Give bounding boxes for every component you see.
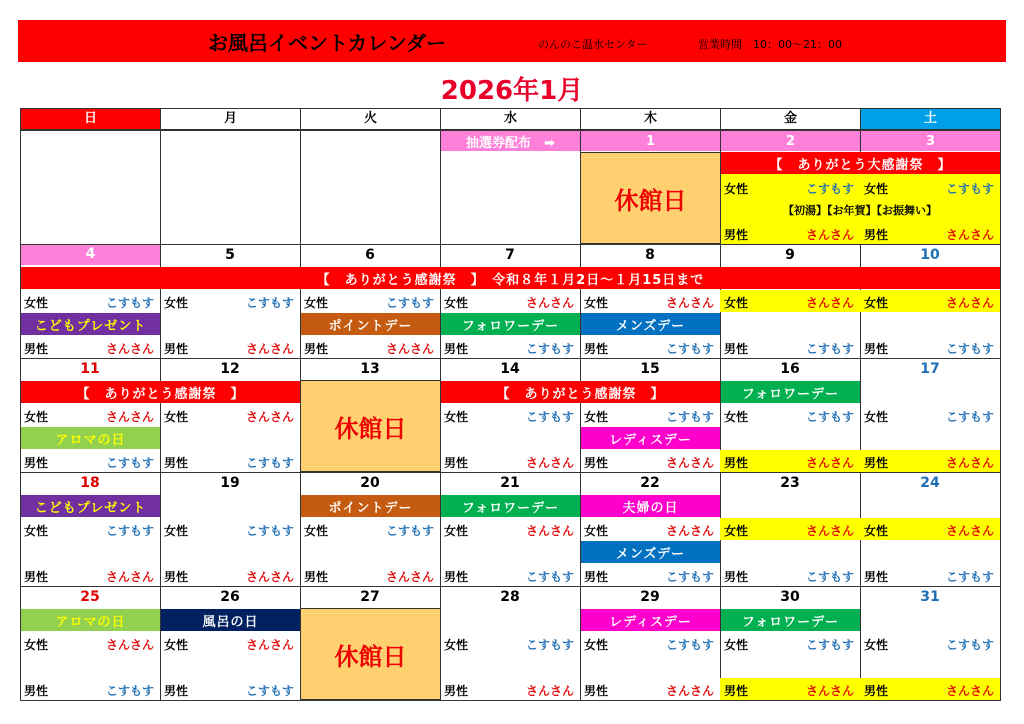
day-number: 13: [360, 361, 380, 377]
event-5: フォロワーデー: [721, 609, 860, 631]
day-cell: [20, 130, 161, 245]
bath-name: さんさん: [105, 638, 154, 652]
gender-label: 女性: [724, 524, 749, 538]
bath-name: こすもす: [805, 570, 854, 584]
gender-label: 男性: [864, 456, 889, 470]
bath-name: さんさん: [805, 296, 854, 310]
gender-label: 女性: [24, 524, 49, 538]
gender-label: 女性: [724, 182, 749, 196]
gender-label: 男性: [304, 342, 329, 356]
day-number: 26: [220, 589, 240, 605]
day-number: 30: [780, 589, 800, 605]
gender-label: 女性: [164, 410, 189, 424]
weekday-4: 木: [580, 108, 721, 130]
bath-name: さんさん: [245, 410, 294, 424]
bath-name: こすもす: [245, 296, 294, 310]
gender-label: 男性: [24, 342, 49, 356]
event-3: フォロワーデー: [441, 313, 580, 335]
gender-label: 女性: [584, 296, 609, 310]
bath-name: こすもす: [245, 684, 294, 698]
bath-name: こすもす: [525, 570, 574, 584]
bath-name: こすもす: [805, 410, 854, 424]
female-row: [860, 632, 1000, 654]
weekday-2: 火: [300, 108, 441, 130]
bath-name: こすもす: [665, 570, 714, 584]
event-4: レディスデー: [581, 427, 720, 449]
female-row: [160, 404, 300, 426]
female-row: [860, 290, 1000, 312]
header-bar: [18, 20, 1006, 62]
gender-label: 女性: [724, 638, 749, 652]
weekday-5: 金: [720, 108, 861, 130]
gender-label: 女性: [584, 524, 609, 538]
day-number: 6: [365, 247, 375, 263]
day-number: 27: [360, 589, 380, 605]
gender-label: 女性: [304, 524, 329, 538]
male-row: [720, 450, 860, 472]
bath-name: さんさん: [665, 456, 714, 470]
female-row: [860, 404, 1000, 426]
bath-name: こすもす: [945, 182, 994, 196]
male-row: [440, 564, 580, 586]
gender-label: 男性: [584, 684, 609, 698]
female-row: [20, 632, 160, 654]
gender-label: 男性: [24, 570, 49, 584]
day-number: 11: [80, 361, 100, 377]
day-number: 12: [220, 361, 240, 377]
day-number: 21: [500, 475, 520, 491]
day-number: 29: [640, 589, 660, 605]
female-row: [580, 404, 720, 426]
female-row: [440, 632, 580, 654]
event-4: メンズデー: [581, 313, 720, 335]
event-3: フォロワーデー: [441, 495, 580, 517]
day-number: 17: [920, 361, 940, 377]
event-0: こどもプレゼント: [21, 313, 160, 335]
weekday-1: 月: [160, 108, 301, 130]
page-title: お風呂イベントカレンダー: [208, 31, 447, 55]
gender-label: 男性: [864, 684, 889, 698]
bath-name: こすもす: [105, 296, 154, 310]
bath-name: さんさん: [665, 524, 714, 538]
bath-name: こすもす: [105, 684, 154, 698]
bath-name: さんさん: [805, 228, 854, 242]
gender-label: 女性: [24, 296, 49, 310]
male-row: [860, 336, 1000, 358]
female-row: [720, 404, 860, 426]
male-row: [160, 450, 300, 472]
female-row: [20, 404, 160, 426]
bath-name: さんさん: [525, 684, 574, 698]
day-number: 24: [920, 475, 940, 491]
gender-label: 女性: [864, 410, 889, 424]
calendar-grid: [20, 108, 1000, 700]
male-row: [580, 678, 720, 700]
female-row: [580, 290, 720, 312]
bath-name: こすもす: [945, 410, 994, 424]
male-row: [440, 678, 580, 700]
gender-label: 女性: [164, 296, 189, 310]
gender-label: 男性: [164, 684, 189, 698]
event-4: メンズデー: [581, 541, 720, 563]
gender-label: 男性: [444, 456, 469, 470]
bath-name: こすもす: [525, 342, 574, 356]
male-row: [440, 450, 580, 472]
day-number: 15: [640, 361, 660, 377]
weekday-3: 水: [440, 108, 581, 130]
male-row: [20, 678, 160, 700]
female-row: [20, 290, 160, 312]
male-row: [440, 336, 580, 358]
gender-label: 男性: [304, 570, 329, 584]
male-row: [160, 336, 300, 358]
male-row: [160, 564, 300, 586]
bath-name: さんさん: [105, 570, 154, 584]
gender-label: 男性: [444, 684, 469, 698]
gender-label: 女性: [864, 182, 889, 196]
bath-name: こすもす: [525, 638, 574, 652]
gender-label: 女性: [24, 410, 49, 424]
event-5: フォロワーデー: [721, 381, 860, 403]
gender-label: 男性: [584, 570, 609, 584]
bath-name: さんさん: [245, 342, 294, 356]
bath-name: さんさん: [805, 524, 854, 538]
female-row: [300, 518, 440, 540]
male-row: [720, 336, 860, 358]
bath-name: さんさん: [525, 456, 574, 470]
thanks-band: 【 ありがとう大感謝祭 】: [721, 152, 1000, 174]
bath-name: こすもす: [805, 638, 854, 652]
gender-label: 女性: [444, 296, 469, 310]
closed-day: 休館日: [300, 608, 441, 700]
day-number: 3: [861, 131, 1000, 151]
bath-name: さんさん: [945, 524, 994, 538]
gender-label: 男性: [164, 570, 189, 584]
female-row: [860, 518, 1000, 540]
gender-label: 女性: [864, 296, 889, 310]
gender-label: 女性: [864, 524, 889, 538]
bath-name: さんさん: [245, 638, 294, 652]
gender-label: 男性: [724, 570, 749, 584]
male-row: [300, 336, 440, 358]
bath-name: さんさん: [105, 410, 154, 424]
female-row: [720, 290, 860, 312]
gender-label: 男性: [584, 342, 609, 356]
male-row: [20, 450, 160, 472]
bath-name: こすもす: [805, 342, 854, 356]
gender-label: 男性: [444, 570, 469, 584]
day-number: 2: [721, 131, 860, 151]
business-hours: 営業時間 10：00〜21：00: [698, 38, 842, 51]
bath-name: こすもす: [105, 524, 154, 538]
day-number: 23: [780, 475, 800, 491]
day-number: 22: [640, 475, 660, 491]
lottery-banner: 抽選券配布 ➡: [441, 131, 580, 151]
bath-name: さんさん: [385, 342, 434, 356]
weekday-0: 日: [20, 108, 161, 130]
event-0: こどもプレゼント: [21, 495, 160, 517]
day-number: 20: [360, 475, 380, 491]
bath-name: こすもす: [665, 638, 714, 652]
gender-label: 女性: [584, 410, 609, 424]
male-row: [580, 336, 720, 358]
bath-name: さんさん: [945, 296, 994, 310]
bath-name: さんさん: [525, 524, 574, 538]
gender-label: 女性: [864, 638, 889, 652]
gender-label: 男性: [164, 342, 189, 356]
bath-name: さんさん: [665, 296, 714, 310]
gender-label: 男性: [864, 570, 889, 584]
gender-label: 女性: [724, 410, 749, 424]
bath-name: さんさん: [945, 684, 994, 698]
male-row: [860, 564, 1000, 586]
bath-name: こすもす: [805, 182, 854, 196]
closed-day: 休館日: [300, 380, 441, 472]
bath-name: こすもす: [385, 524, 434, 538]
bath-name: さんさん: [105, 342, 154, 356]
bath-name: さんさん: [525, 296, 574, 310]
special-events: 【初湯】【お年賀】【お振舞い】: [783, 204, 937, 217]
female-row: [580, 632, 720, 654]
gender-label: 男性: [724, 342, 749, 356]
bath-name: こすもす: [105, 456, 154, 470]
gender-label: 女性: [164, 638, 189, 652]
bath-name: こすもす: [245, 456, 294, 470]
weekday-6: 土: [860, 108, 1001, 130]
event-1: 風呂の日: [161, 609, 300, 631]
bath-name: こすもす: [385, 296, 434, 310]
female-row: [160, 632, 300, 654]
day-number: 10: [920, 247, 940, 263]
event-4: 夫婦の日: [581, 495, 720, 517]
month-title: 2026年1月: [440, 76, 584, 106]
event-0: アロマの日: [21, 609, 160, 631]
gender-label: 男性: [584, 456, 609, 470]
female-row: [720, 176, 860, 198]
event-2: ポイントデー: [301, 495, 440, 517]
day-number: 7: [505, 247, 515, 263]
male-row: [720, 678, 860, 700]
bath-name: さんさん: [805, 456, 854, 470]
male-row: [720, 564, 860, 586]
day-number: 31: [920, 589, 940, 605]
female-row: [160, 290, 300, 312]
bath-name: さんさん: [665, 684, 714, 698]
day-number: 4: [21, 245, 160, 265]
male-row: [580, 564, 720, 586]
bath-name: さんさん: [805, 684, 854, 698]
day-number: 9: [785, 247, 795, 263]
female-row: [440, 290, 580, 312]
female-row: [860, 176, 1000, 198]
thanks-band: 【 ありがとう感謝祭 】 令和８年１月2日〜１月15日まで: [21, 267, 1000, 289]
day-number: 28: [500, 589, 520, 605]
event-2: ポイントデー: [301, 313, 440, 335]
gender-label: 男性: [24, 456, 49, 470]
bath-name: さんさん: [245, 570, 294, 584]
gender-label: 男性: [24, 684, 49, 698]
female-row: [160, 518, 300, 540]
day-number: 14: [500, 361, 520, 377]
male-row: [160, 678, 300, 700]
gender-label: 女性: [444, 524, 469, 538]
bath-name: さんさん: [945, 456, 994, 470]
gender-label: 男性: [724, 456, 749, 470]
male-row: [860, 222, 1000, 244]
gender-label: 女性: [444, 638, 469, 652]
female-row: [440, 404, 580, 426]
gender-label: 男性: [724, 684, 749, 698]
bath-name: こすもす: [945, 638, 994, 652]
male-row: [20, 564, 160, 586]
male-row: [860, 678, 1000, 700]
gender-label: 女性: [164, 524, 189, 538]
male-row: [580, 450, 720, 472]
female-row: [20, 518, 160, 540]
thanks-band: 【 ありがとう感謝祭 】: [441, 381, 720, 403]
facility-name: のんのこ温水センター: [538, 38, 648, 51]
day-number: 25: [80, 589, 100, 605]
female-row: [720, 632, 860, 654]
day-cell: [300, 130, 441, 245]
gender-label: 女性: [584, 638, 609, 652]
gender-label: 男性: [444, 342, 469, 356]
gender-label: 女性: [304, 296, 329, 310]
male-row: [860, 450, 1000, 472]
bath-name: さんさん: [945, 228, 994, 242]
day-number: 18: [80, 475, 100, 491]
bath-name: こすもす: [665, 410, 714, 424]
day-number: 8: [645, 247, 655, 263]
female-row: [300, 290, 440, 312]
gender-label: 女性: [724, 296, 749, 310]
event-0: アロマの日: [21, 427, 160, 449]
bath-name: こすもす: [945, 342, 994, 356]
day-cell: [160, 130, 301, 245]
bath-name: こすもす: [665, 342, 714, 356]
closed-day: 休館日: [580, 152, 721, 244]
bath-name: さんさん: [385, 570, 434, 584]
day-number: 19: [220, 475, 240, 491]
day-number: 5: [225, 247, 235, 263]
female-row: [440, 518, 580, 540]
bath-name: こすもす: [945, 570, 994, 584]
gender-label: 女性: [444, 410, 469, 424]
gender-label: 男性: [864, 342, 889, 356]
thanks-band: 【 ありがとう感謝祭 】: [21, 381, 300, 403]
gender-label: 女性: [24, 638, 49, 652]
bath-name: こすもす: [245, 524, 294, 538]
male-row: [20, 336, 160, 358]
gender-label: 男性: [864, 228, 889, 242]
gender-label: 男性: [164, 456, 189, 470]
female-row: [580, 518, 720, 540]
day-number: 16: [780, 361, 800, 377]
male-row: [720, 222, 860, 244]
gender-label: 男性: [724, 228, 749, 242]
male-row: [300, 564, 440, 586]
female-row: [720, 518, 860, 540]
day-number: 1: [581, 131, 720, 151]
bath-name: こすもす: [525, 410, 574, 424]
event-4: レディスデー: [581, 609, 720, 631]
